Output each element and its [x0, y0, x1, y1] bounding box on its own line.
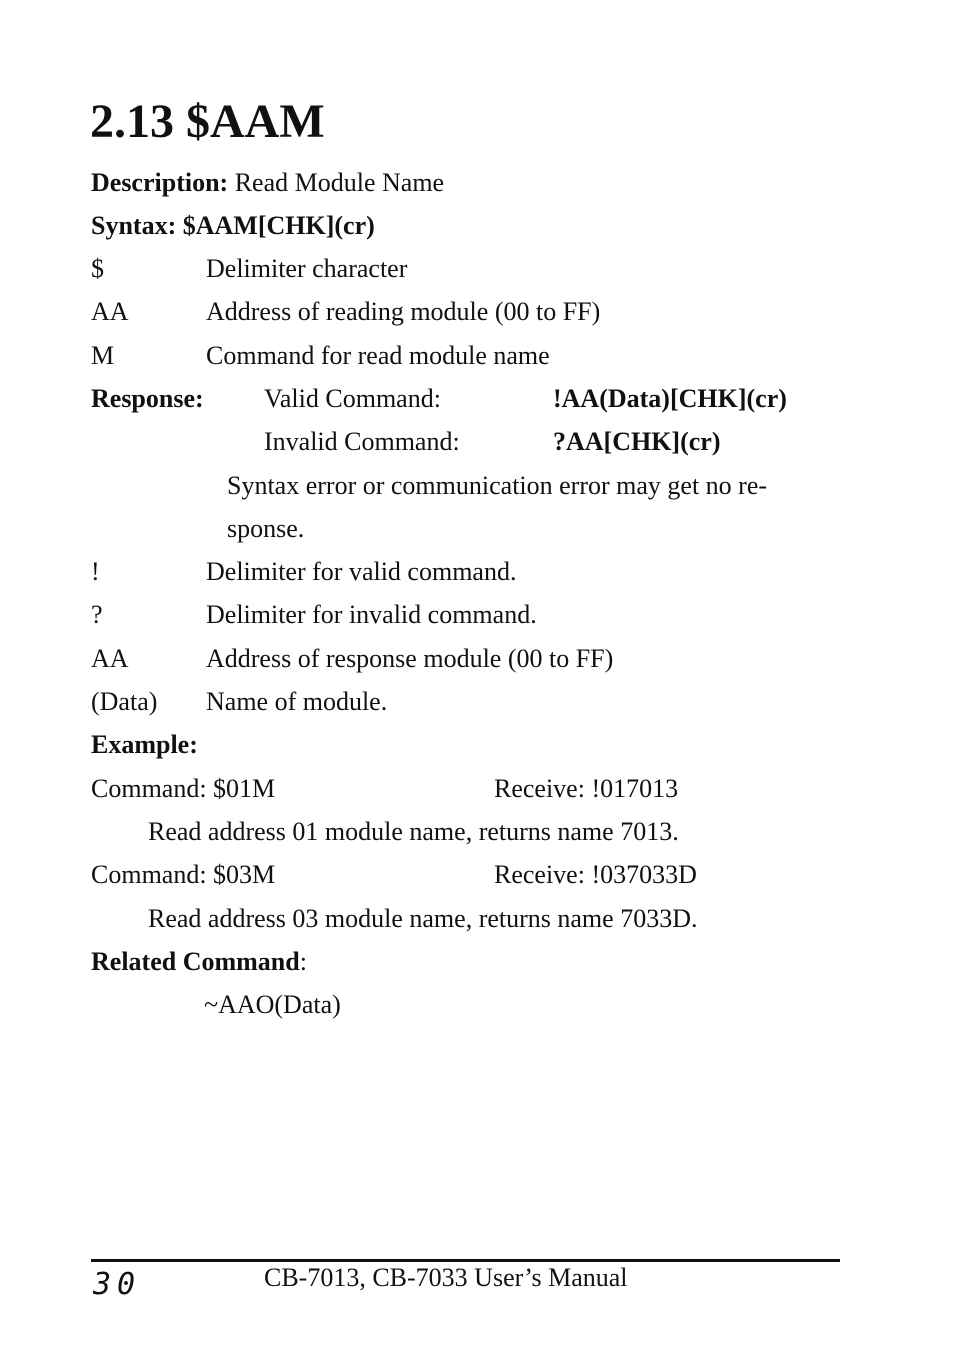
param-desc-dollar: Delimiter character — [206, 254, 408, 283]
description-line — [91, 168, 444, 198]
footer-rule — [91, 1259, 840, 1262]
valid-command-label: Valid Command: — [264, 384, 441, 413]
related-command-line — [91, 947, 307, 977]
related-command-label: Related Command — [91, 947, 300, 976]
related-command-colon: : — [299, 947, 307, 976]
valid-command-value: !AA(Data)[CHK](cr) — [553, 384, 787, 413]
manual-title: CB-7013, CB-7033 User’s Manual — [264, 1263, 628, 1292]
param-desc-aa: Address of reading module (00 to FF) — [206, 297, 601, 326]
resp-param-key-data: (Data) — [91, 687, 158, 716]
response-note-line2: sponse. — [227, 514, 305, 543]
param-key-aa: AA — [91, 297, 129, 326]
param-desc-m: Command for read module name — [206, 341, 550, 370]
example-receive-1: Receive: !017013 — [494, 774, 679, 803]
example-note-1: Read address 01 module name, returns name 7013. — [148, 817, 679, 846]
syntax-value: $AAM[CHK](cr) — [176, 211, 375, 240]
resp-param-key-question: ? — [91, 600, 103, 629]
response-note-line1: Syntax error or communication error may get no re- — [227, 471, 768, 500]
response-label: Response: — [91, 384, 204, 413]
resp-param-desc-bang: Delimiter for valid command. — [206, 557, 517, 586]
invalid-command-label: Invalid Command: — [264, 427, 460, 456]
related-command-value: ~AAO(Data) — [204, 990, 341, 1019]
resp-param-desc-aa: Address of response module (00 to FF) — [206, 644, 614, 673]
param-key-dollar: $ — [91, 254, 104, 283]
syntax-label: Syntax: — [91, 211, 177, 240]
invalid-command-value: ?AA[CHK](cr) — [553, 427, 721, 456]
description-label: Description: — [91, 168, 229, 197]
example-note-2: Read address 03 module name, returns name 7033D. — [148, 904, 698, 933]
example-command-2: Command: $03M — [91, 860, 276, 889]
param-key-m: M — [91, 341, 115, 370]
page-title: 2.13 $AAM — [90, 95, 325, 148]
example-label: Example: — [91, 730, 198, 759]
resp-param-desc-data: Name of module. — [206, 687, 388, 716]
page-number: 30 — [93, 1267, 142, 1302]
description-text: Read Module Name — [228, 168, 445, 197]
example-command-1: Command: $01M — [91, 774, 276, 803]
example-receive-2: Receive: !037033D — [494, 860, 697, 889]
resp-param-key-aa: AA — [91, 644, 129, 673]
syntax-line — [91, 211, 375, 241]
resp-param-key-bang: ! — [91, 557, 100, 586]
resp-param-desc-question: Delimiter for invalid command. — [206, 600, 537, 629]
